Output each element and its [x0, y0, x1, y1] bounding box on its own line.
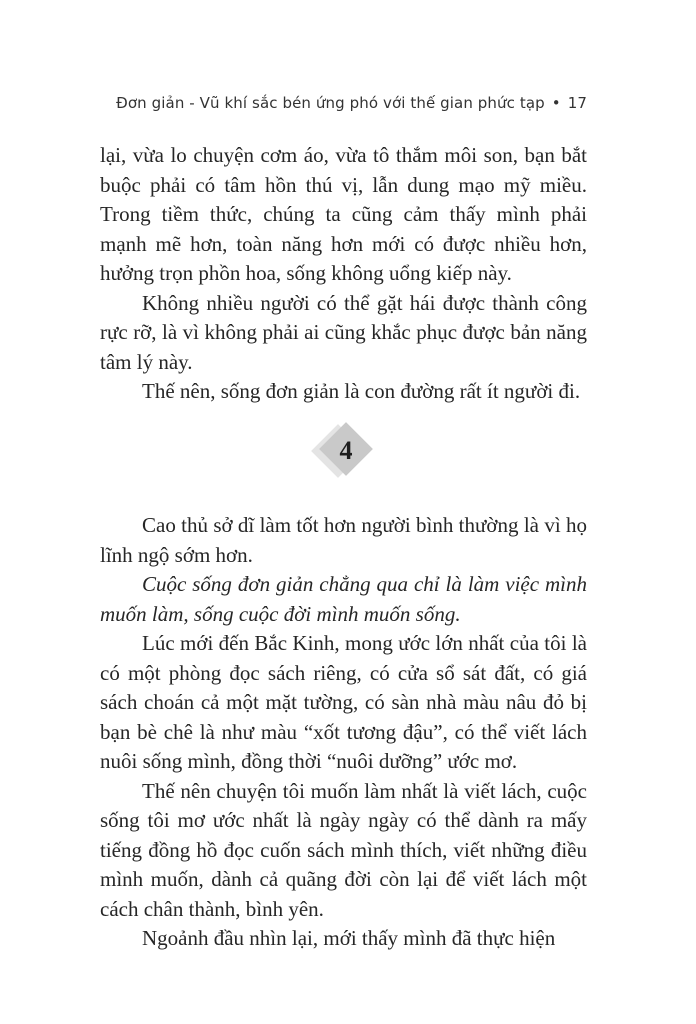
paragraph: Cao thủ sở dĩ làm tốt hơn người bình thường là vì họ lĩnh ngộ sớm hơn. [100, 513, 587, 567]
paragraph: Thế nên, sống đơn giản là con đường rất ít người đi. [142, 379, 581, 403]
text-block-before-section [100, 141, 587, 407]
paragraph: Lúc mới đến Bắc Kinh, mong ước lớn nhất của tôi là có một phòng đọc sách riêng, có cửa sổ sát đất, có giá sách choán cả một mặt tường, có sàn nhà màu nâu đỏ bị bạn bè chê là như màu “xốt tương đậu”, có thể viết lách nuôi sống mình, đồng thời “nuôi dưỡng” ước mơ. [100, 631, 587, 773]
running-header [100, 94, 587, 112]
section-number: 4 [339, 436, 353, 465]
italic-quote-paragraph: Cuộc sống đơn giản chẳng qua chỉ là làm việc mình muốn làm, sống cuộc đời mình muốn sống. [100, 572, 587, 626]
text-block-section-4 [100, 511, 587, 954]
paragraph: Thế nên chuyện tôi muốn làm nhất là viết lách, cuộc sống tôi mơ ước nhất là ngày ngày có thể dành ra mấy tiếng đồng hồ đọc cuốn sách mình thích, viết những điều mình muốn, dành cả quãng đời còn lại để viết lách một cách chân thành, bình yên. [100, 778, 587, 921]
paragraph: Không nhiều người có thể gặt hái được thành công rực rỡ, là vì không phải ai cũng khắc phục được bản năng tâm lý này. [100, 290, 587, 374]
header-separator: • [551, 94, 561, 112]
running-title: Đơn giản - Vũ khí sắc bén ứng phó với thế gian phức tạp [116, 94, 545, 112]
paragraph: Ngoảnh đầu nhìn lại, mới thấy mình đã thực hiện [142, 926, 556, 950]
page-number: 17 [567, 94, 587, 112]
paragraph-continued: lại, vừa lo chuyện cơm áo, vừa tô thắm môi son, bạn bắt buộc phải có tâm hồn thú vị, lẫn dung mạo mỹ miều. Trong tiềm thức, chúng ta cũng cảm thấy mình phải mạnh mẽ hơn, toàn năng hơn mới có được nhiều hơn, hưởng trọn phồn hoa, sống không uổng kiếp này. [100, 143, 587, 285]
section-number-ornament [313, 424, 373, 484]
